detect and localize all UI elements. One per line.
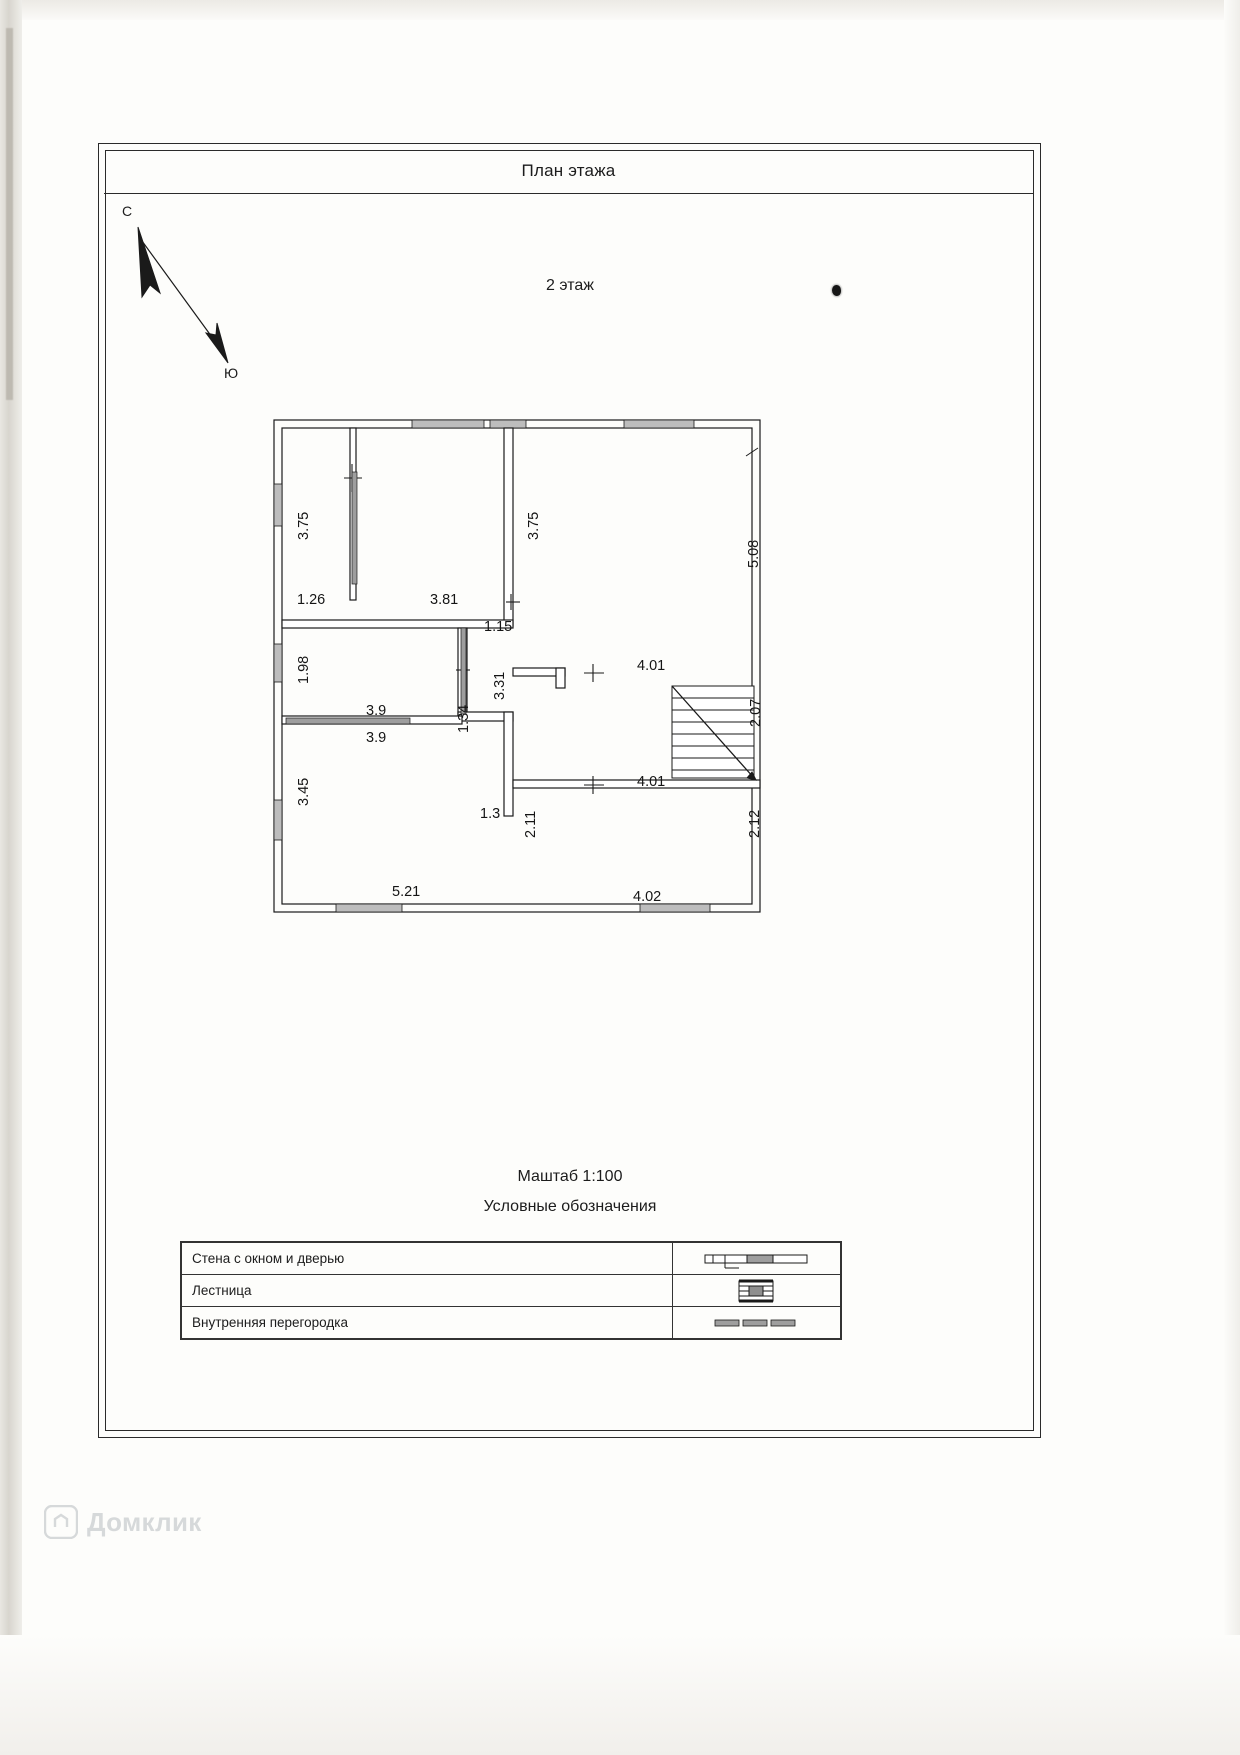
- wall-window-door-icon: [672, 1243, 840, 1275]
- dimension-1-98: 1.98: [296, 655, 312, 684]
- dimension-3-75-left: 3.75: [296, 511, 312, 540]
- floor-plan-svg: [266, 412, 768, 920]
- dimension-4-01-top: 4.01: [637, 658, 666, 674]
- dimension-3-75-mid: 3.75: [526, 511, 542, 540]
- legend-title: Условные обозначения: [483, 1198, 657, 1215]
- dimension-5-08: 5.08: [746, 539, 762, 568]
- table-row: [182, 1307, 841, 1339]
- scale-label: Маштаб 1:100: [517, 1168, 623, 1185]
- compass-north-label: С: [122, 203, 133, 219]
- partition-icon: [672, 1307, 840, 1339]
- table-row: [182, 1243, 841, 1275]
- dimension-3-9-b: 3.9: [366, 730, 387, 746]
- dimension-2-12: 2.12: [747, 809, 763, 838]
- legend-label-stairs: Лестница: [182, 1275, 673, 1307]
- legend-label-wall: Стена с окном и дверью: [182, 1243, 673, 1275]
- dimension-1-26: 1.26: [297, 592, 326, 608]
- table-row: [182, 1275, 841, 1307]
- watermark-text: Домклик: [87, 1506, 202, 1537]
- scan-artifact-left: [6, 28, 13, 400]
- compass-south-label: Ю: [224, 365, 239, 381]
- dimension-3-9-a: 3.9: [366, 703, 387, 719]
- dimension-4-01-bottom: 4.01: [637, 774, 666, 790]
- dimension-2-07: 2.07: [748, 698, 764, 727]
- legend-label-partition: Внутренняя перегородка: [182, 1307, 673, 1339]
- house-icon: [44, 1505, 78, 1539]
- floor-plan-drawing: [266, 412, 768, 920]
- dimension-5-21: 5.21: [392, 884, 421, 900]
- page-title: План этажа: [521, 161, 616, 180]
- watermark: [44, 1505, 202, 1539]
- dimension-1-15: 1.15: [484, 619, 513, 635]
- dimension-3-81: 3.81: [430, 592, 459, 608]
- dimension-1-34: 1.34: [456, 704, 472, 733]
- compass-rose: [120, 205, 270, 395]
- dimension-4-02: 4.02: [633, 889, 662, 905]
- stairs-icon: [672, 1275, 840, 1307]
- plan-title-bar: [104, 149, 1033, 194]
- dimension-3-45: 3.45: [296, 777, 312, 806]
- legend-table: [180, 1241, 842, 1340]
- dimension-3-31: 3.31: [492, 671, 508, 700]
- ink-blot-artifact: [832, 285, 841, 296]
- scan-edge-right: [1224, 0, 1240, 1755]
- floor-label: 2 этаж: [546, 277, 594, 294]
- scan-edge-bottom: [0, 1635, 1240, 1755]
- dimension-2-11: 2.11: [523, 810, 539, 838]
- scan-edge-top: [0, 0, 1240, 20]
- dimension-1-3: 1.3: [480, 806, 501, 822]
